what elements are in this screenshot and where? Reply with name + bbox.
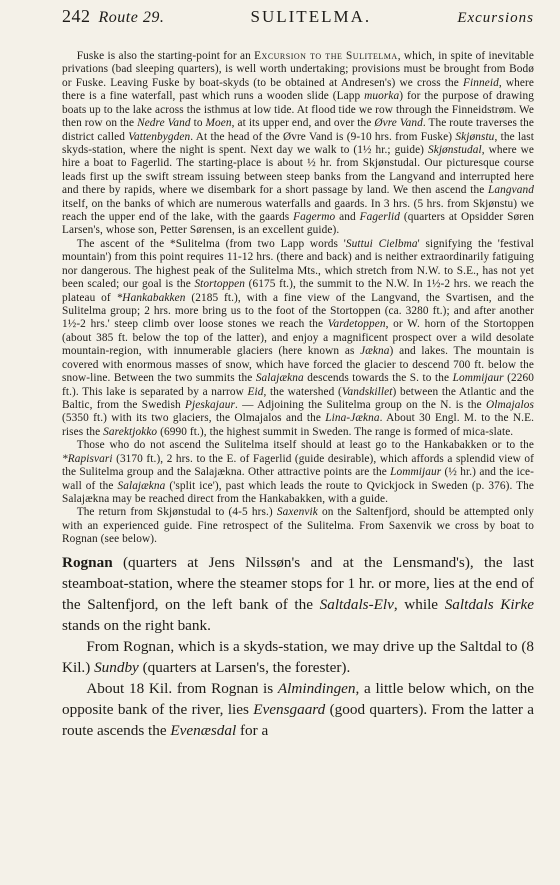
paragraph	[62, 678, 534, 741]
text-run: to	[190, 117, 206, 130]
text-run: (5350 ft.) with its two glaciers, the Olmajalos and the	[62, 412, 326, 425]
text-run: (quarters at Jens Nilssøn's and at the Lensmand's), the last steamboat-station, where the steamer stops for 1 hr. or more, lies at the end of the Saltenfjord, on the left bank of the	[62, 553, 534, 613]
italic-text: Langvand	[488, 184, 534, 197]
main-text-section	[62, 552, 534, 741]
text-run: , a little below which, on the opposite bank of the river, lies	[62, 679, 534, 718]
italic-text: Øvre Vand	[374, 117, 423, 130]
small-print-section	[62, 50, 534, 547]
italic-text: Almindingen	[277, 679, 356, 697]
italic-text: Evenæsdal	[170, 721, 237, 739]
italic-text: Salajækna	[117, 479, 166, 492]
text-run: Those who do not ascend the Sulitelma itself should at least go to the Hankabakken or to the	[76, 439, 534, 452]
italic-text: *Hankabakken	[116, 291, 186, 304]
italic-text: Suttui Cielbma	[345, 237, 418, 250]
paragraph	[62, 439, 534, 506]
italic-text: Pjeskajaur	[185, 398, 235, 411]
text-run: , the watershed (	[263, 385, 342, 398]
text-run: (good quarters). From the latter a route ascends the	[62, 700, 534, 739]
italic-text: Lommijaur	[452, 372, 504, 385]
text-run: About 18 Kil. from Rognan is	[86, 679, 278, 697]
text-run: (2185 ft.), with a fine view of the Langvand, the Svartisen, and the Sulitelma group; 2 hrs. more bring us to the foot of the Stortoppen (ca. 3280 ft.); and after another 1½-2 hrs.' steep climb over loose stones we reach the	[62, 291, 534, 331]
text-run: itself, on the banks of which are numerous waterfalls and gaards. In 3 hrs. (5 hrs. from Skjønstu) we reach the upper end of the lake, with the gaards	[62, 197, 534, 224]
text-run: ) for the purpose of drawing boats up to the lake across the isthmus at low tide. At flood tide we row through the Finneidstrøm. We then row on the	[62, 90, 535, 130]
bold-text: Rognan	[62, 553, 113, 571]
header-left	[62, 6, 164, 27]
text-run: stands on the right bank.	[62, 616, 211, 634]
italic-text: Saltdals Kirke	[444, 595, 535, 613]
italic-text: Saltdals-Elv	[319, 595, 394, 613]
text-run: Excursion to the Sulitelma	[254, 50, 398, 62]
italic-text: Jækna	[360, 345, 390, 358]
paragraph	[62, 50, 534, 238]
italic-text: Lina-Jækna	[325, 412, 380, 425]
paragraph	[62, 506, 534, 546]
text-run: The return from Skjønstudal to (4-5 hrs.)	[76, 506, 277, 519]
italic-text: Vandskillet	[341, 385, 393, 398]
italic-text: Eid	[247, 385, 264, 398]
text-run: , the last skyds-station, where the night is spent. Next day we walk to (1½ hr.; guide)	[62, 130, 534, 156]
text-run: , which, in spite of inevitable privations (bad sleeping quarters), is well worth undertaking; provisions must be brought from Bodø or Fuske. Leaving Fuske by boat-skyds (to be obtained at Andresen's) we cross the	[62, 50, 535, 89]
italic-text: Saxenvik	[276, 506, 318, 519]
italic-text: Skjønstu	[455, 130, 495, 143]
italic-text: Skjønstudal	[427, 143, 482, 156]
italic-text: Nedre Vand	[137, 117, 191, 130]
text-run: . — Adjoining the Sulitelma group on the N. is the	[234, 398, 487, 411]
running-header	[62, 6, 534, 30]
page-number: 242	[62, 6, 91, 26]
italic-text: Vattenbygden	[128, 130, 191, 143]
text-run: , while	[393, 595, 445, 613]
text-run: , at its upper end, and over the	[231, 117, 375, 130]
text-run: (quarters at Opsidder Søren Larsen's, whose son, Petter Sørensen, is an excellent guide).	[62, 211, 534, 237]
text-run: and	[335, 211, 360, 224]
italic-text: muorka	[364, 90, 400, 103]
text-run: From Rognan, which is a skyds-station, we may drive up the Saltdal to (8 Kil.)	[62, 637, 534, 676]
italic-text: Olmajalos	[486, 398, 534, 411]
text-run: (6990 ft.), the highest summit in Sweden. The range is formed of mica-slate.	[157, 425, 514, 438]
paragraph	[62, 238, 534, 439]
text-run: (quarters at Larsen's, the forester).	[138, 658, 351, 676]
text-run: (2260 ft.). This lake is separated by a narrow	[62, 372, 535, 398]
italic-text: Finneid	[463, 76, 499, 89]
route-label: Route 29.	[98, 9, 165, 26]
italic-text: Lommijaur	[390, 466, 442, 479]
italic-text: Sundby	[94, 658, 139, 676]
text-run: ) between the Atlantic and the Baltic, from the Swedish	[62, 385, 534, 411]
text-run: (½ hr.) and the ice-wall of the	[62, 466, 534, 492]
text-run: on the Saltenfjord, should be attempted only with an experienced guide. Fine retrospect of the Sulitelma. From Saxenvik we cross by boat to Rognan (see below).	[62, 506, 534, 546]
text-run: for a	[236, 721, 269, 739]
text-run: ) and lakes. The mountain is covered with enormous masses of snow, which have forced the glacier to descend 700 ft. below the snow-line. Between the two summits the	[62, 345, 534, 385]
page-title: SULITELMA.	[250, 7, 372, 26]
text-run: . The route traverses the district called	[62, 117, 535, 143]
text-run: , or W. horn of the Stortoppen (about 385 ft. below the top of the latter), and enjoy a magnificent prospect over a wild desolate mountain-region, with innumerable glaciers (here known as	[62, 318, 534, 358]
paragraph	[62, 636, 534, 678]
italic-text: Evensgaard	[253, 700, 326, 718]
italic-text: *Rapisvari	[62, 452, 113, 465]
section-label: Excursions	[457, 10, 534, 26]
italic-text: Fagermo	[293, 211, 336, 224]
text-run: , where there is a fine waterfall, past which runs a wooden slide (Lapp	[62, 76, 534, 103]
italic-text: Salajækna	[255, 372, 304, 385]
italic-text: Stortoppen	[194, 278, 246, 291]
text-run: The ascent of the *Sulitelma (from two Lapp words '	[76, 237, 346, 250]
italic-text: Sarektjokko	[103, 425, 158, 438]
italic-text: Vardetoppen	[327, 318, 386, 331]
text-run: . At the head of the Øvre Vand is (9-10 hrs. from Fuske)	[190, 130, 456, 143]
italic-text: Moen	[205, 117, 232, 130]
text-run: ('split ice'), past which leads the route to Qvickjock in Sweden (p. 376). The Salajækna may be reached direct from the Hankabakken, with a guide.	[62, 479, 534, 505]
text-run: ' signifying the 'festival mountain') from this point requires 11-12 hrs. (there and back) and is neither extraordinarily fatiguing nor dangerous. The highest peak of the Sulitelma Mts., which stretch from N.W. to S.E., has not yet been scaled; our goal is the	[62, 237, 534, 291]
italic-text: Fagerlid	[359, 211, 401, 224]
text-run: (3170 ft.), 2 hrs. to the E. of Fagerlid (guide desirable), which affords a splendid view of the Sulitelma group and the Salajækna. Other attractive points are the	[62, 452, 534, 479]
text-run: Fuske is also the starting-point for an	[76, 50, 255, 62]
text-run: . About 30 Engl. M. to the N.E. rises the	[62, 412, 534, 438]
paragraph	[62, 552, 534, 636]
text-run: (6175 ft.), the summit to the N.W. In 1½-2 hrs. we reach the plateau of	[62, 278, 534, 304]
text-run: , where we hire a boat to Fagerlid. The starting-place is about ½ hr. from Skjønstudal. Our picturesque course leads first up the swift stream issuing between steep banks from the Langvand and interrupted here and there by rapids, where we disembark for a short passage by land. We then ascend the	[62, 143, 534, 197]
text-run: descends towards the S. to the	[303, 372, 453, 385]
